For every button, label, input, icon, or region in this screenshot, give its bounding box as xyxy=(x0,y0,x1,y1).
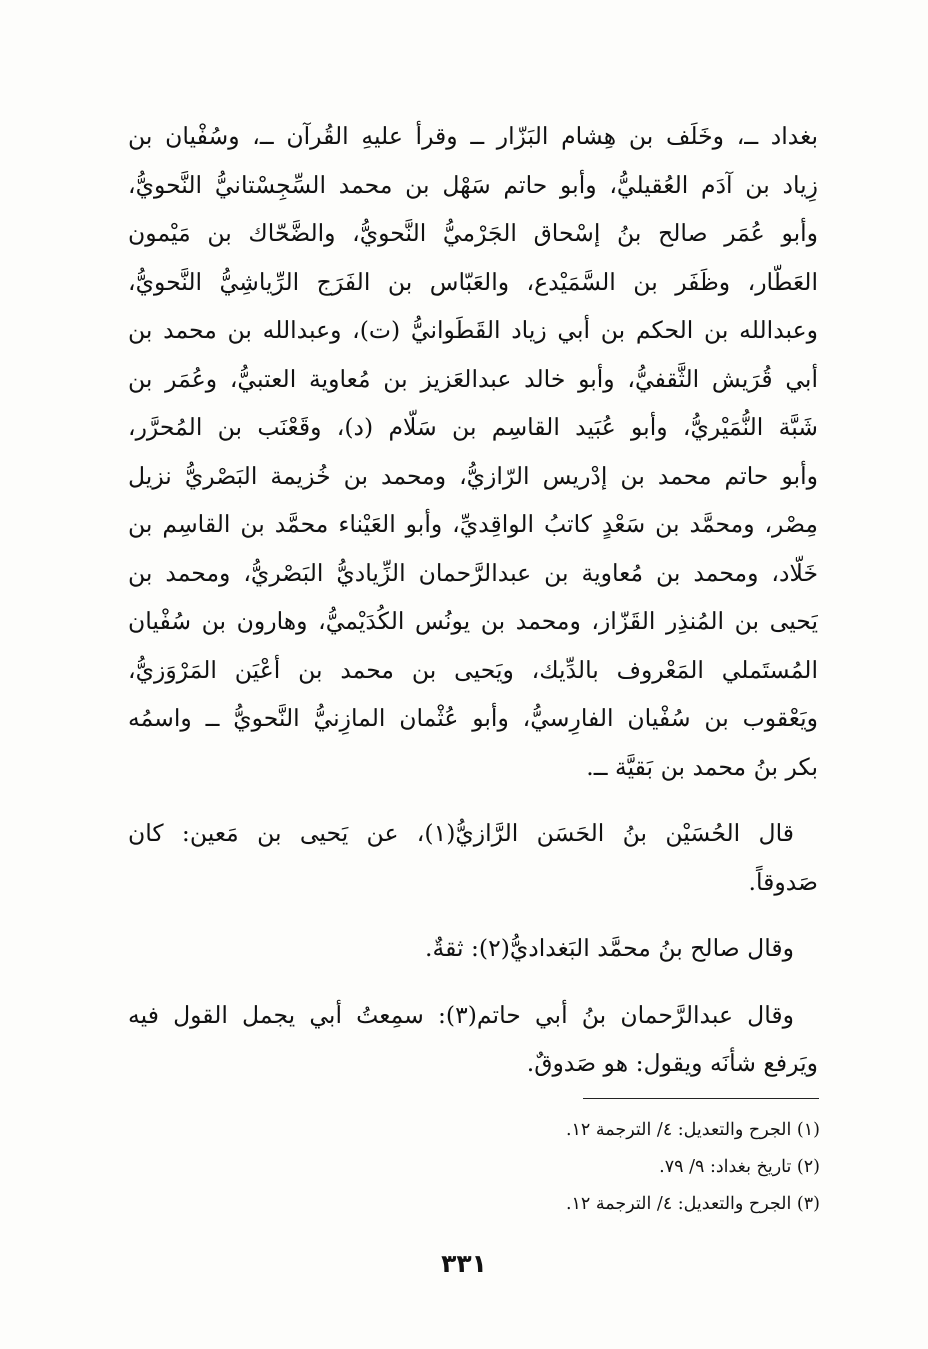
footnote-2: (٢) تاريخ بغداد: ٩/ ٧٩. xyxy=(659,1157,820,1177)
text-line: العَطّار، وظَفَر بن السَّمَيْدع، والعَبّاس بن الفَرَج الرِّياشِيُّ النَّحويُّ، xyxy=(128,267,818,296)
narrators-paragraph xyxy=(128,112,818,791)
text-line: وعبدالله بن الحكم بن أبي زياد القَطَوانيُّ (ت)، وعبدالله بن محمد بن xyxy=(128,316,818,344)
footnote-3: (٣) الجرح والتعديل: ٤/ الترجمة ١٢. xyxy=(565,1194,820,1214)
ibn-abi-hatim-quote-paragraph xyxy=(128,991,818,1040)
footnote-1: (١) الجرح والتعديل: ٤/ الترجمة ١٢. xyxy=(565,1120,820,1140)
text-line: وأبو حاتم محمد بن إدْريس الرّازيُّ، ومحمد بن خُزيمة البَصْريُّ نزيل xyxy=(128,461,818,490)
text-line: زِياد بن آدَم العُقيليُّ، وأبو حاتم سَهْل بن محمد السِّجِسْتانيُّ النَّحويُّ، xyxy=(128,170,818,199)
text-line: قال الحُسَيْن بنُ الحَسَن الرَّازيُّ(١)، عن يَحيى بن مَعين: كان xyxy=(128,819,794,847)
text-line: بكر بنُ محمد بن بَقيَّة ــ. xyxy=(586,752,818,781)
salih-quote-paragraph xyxy=(128,924,818,973)
paragraph-gap xyxy=(128,906,818,924)
text-line: وأبو عُمَر صالح بنُ إسْحاق الجَرْميُّ النَّحويُّ، والضَّحّاك بن مَيْمون xyxy=(128,219,818,247)
text-line: ويَرفع شأنَه ويقول: هو صَدوقٌ. xyxy=(526,1049,818,1077)
paragraph-gap xyxy=(128,791,818,809)
text-line: شَبَّة النُّمَيْريُّ، وأبو عُبَيد القاسِم بن سَلّام (د)، وقَعْنَب بن المُحرَّر، xyxy=(128,413,818,441)
text-line: خَلّاد، ومحمد بن مُعاوية بن عبدالرَّحمان الزِّياديُّ البَصْريُّ، ومحمد بن xyxy=(128,558,818,587)
footnotes xyxy=(400,1112,820,1223)
page-number: ٣٣١ xyxy=(441,1249,487,1278)
text-line: يَحيى بن المُنذِر القَزّاز، ومحمد بن يونُس الكُدَيْميُّ، وهارون بن سُفْيان xyxy=(128,607,818,635)
text-line: المُستَملي المَعْروف بالدِّيك، ويَحيى بن محمد بن أعْيَن المَرْوَزيُّ، xyxy=(128,655,818,684)
text-line: ويَعْقوب بن سُفْيان الفارِسيُّ، وأبو عُثْمان المازِنيُّ النَّحويُّ ــ واسمُه xyxy=(128,704,818,732)
main-text xyxy=(128,112,818,1088)
footnote-separator xyxy=(583,1098,819,1099)
ibn-maeen-quote-paragraph xyxy=(128,809,818,858)
text-line: مِصْر، ومحمَّد بن سَعْدٍ كاتبُ الواقِديِّ، وأبو العَيْناء محمَّد بن القاسِم بن xyxy=(128,510,818,538)
text-line: صَدوقاً. xyxy=(748,867,818,896)
text-line: أبي قُرَيش الثَّقفيُّ، وأبو خالد عبدالعَزيز بن مُعاوية العتبيُّ، وعُمَر بن xyxy=(128,364,818,393)
text-line: وقال عبدالرَّحمان بنُ أبي حاتم(٣): سمِعتُ أبي يجمل القول فيه xyxy=(128,1000,794,1029)
text-line: وقال صالح بنُ محمَّد البَغداديُّ(٢): ثقةٌ. xyxy=(425,934,794,962)
paragraph-gap xyxy=(128,973,818,991)
text-line: بغداد ــ، وخَلَف بن هِشام البَزّار ــ وقرأ عليهِ القُرآن ــ، وسُفْيان بن xyxy=(128,122,818,150)
